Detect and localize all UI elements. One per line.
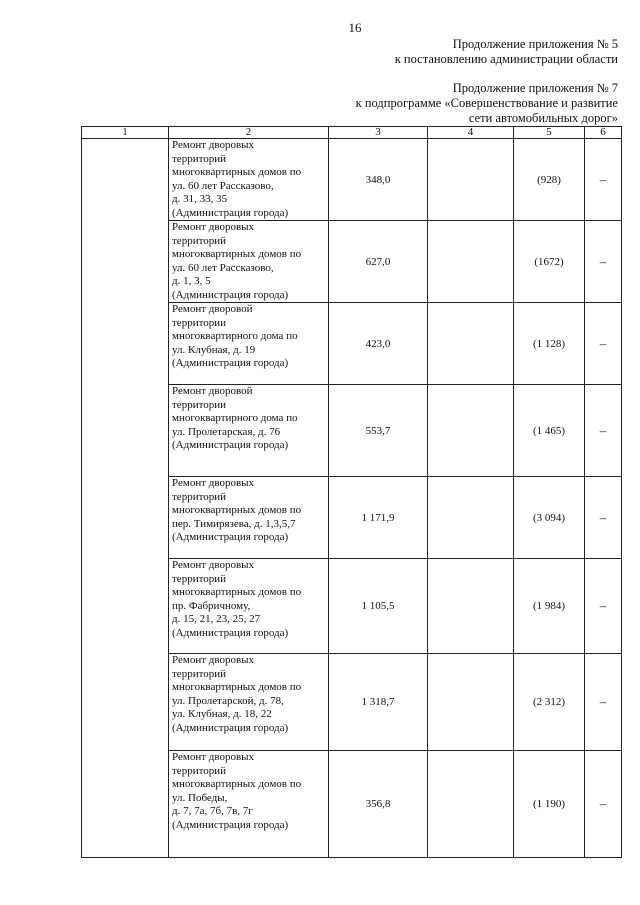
dash-cell: – bbox=[585, 139, 622, 221]
description-line: территорий bbox=[172, 490, 227, 503]
description-line: многоквартирных домов по bbox=[172, 248, 302, 260]
description-line: Ремонт дворовой bbox=[172, 385, 253, 397]
page-number: 16 bbox=[348, 20, 362, 35]
description-line: Ремонт дворовых bbox=[172, 559, 255, 571]
description-line: многоквартирного дома по bbox=[172, 330, 298, 342]
description-line: ул. Пролетарской, д. 78, bbox=[172, 694, 284, 707]
column-header: 5 bbox=[514, 127, 585, 139]
dash-cell: – bbox=[585, 303, 622, 385]
description-line: многоквартирных домов по bbox=[172, 586, 302, 598]
description-line: (Администрация города) bbox=[172, 626, 289, 639]
description-line: многоквартирных домов по bbox=[172, 166, 302, 178]
appendix-7-line-2: к подпрограмме «Совершенствование и развитие bbox=[355, 96, 618, 110]
description-line: территорий bbox=[172, 152, 227, 165]
dash-cell: – bbox=[585, 385, 622, 477]
column-4-cell bbox=[428, 477, 514, 559]
bracket-value-cell: (1672) bbox=[514, 221, 585, 303]
amount-cell: 627,0 bbox=[329, 221, 428, 303]
column-4-cell bbox=[428, 139, 514, 221]
description-line: (Администрация города) bbox=[172, 206, 289, 219]
dash-cell: – bbox=[585, 654, 622, 751]
description-line: ул. Пролетарская, д. 76 bbox=[172, 425, 281, 438]
table-header-row bbox=[82, 127, 622, 139]
bracket-value-cell: (928) bbox=[514, 139, 585, 221]
column-4-cell bbox=[428, 559, 514, 654]
description-line: пер. Тимирязева, д. 1,3,5,7 bbox=[172, 517, 296, 530]
work-description bbox=[169, 221, 329, 303]
column-header: 6 bbox=[585, 127, 622, 139]
description-line: ул. Клубная, д. 18, 22 bbox=[172, 708, 272, 720]
bracket-value-cell: (2 312) bbox=[514, 654, 585, 751]
column-header: 1 bbox=[82, 127, 169, 139]
work-description bbox=[169, 751, 329, 858]
bracket-value-cell: (1 190) bbox=[514, 751, 585, 858]
description-line: ул. Победы, bbox=[172, 791, 228, 804]
column-4-cell bbox=[428, 303, 514, 385]
amount-cell: 356,8 bbox=[329, 751, 428, 858]
appendix-5-header bbox=[395, 37, 618, 67]
amount-cell: 348,0 bbox=[329, 139, 428, 221]
description-line: Ремонт дворовых bbox=[172, 221, 255, 233]
column-4-cell bbox=[428, 654, 514, 751]
bracket-value-cell: (1 465) bbox=[514, 385, 585, 477]
description-line: многоквартирного дома по bbox=[172, 412, 298, 424]
description-line: многоквартирных домов по bbox=[172, 504, 302, 516]
description-line: Ремонт дворовых bbox=[172, 751, 255, 763]
amount-cell: 1 171,9 bbox=[329, 477, 428, 559]
table-row bbox=[82, 139, 622, 221]
description-line: д. 1, 3, 5 bbox=[172, 275, 211, 287]
amount-cell: 1 318,7 bbox=[329, 654, 428, 751]
description-line: территорий bbox=[172, 572, 227, 585]
column-header: 2 bbox=[169, 127, 329, 139]
appendix-7-header bbox=[356, 81, 618, 126]
amount-cell: 1 105,5 bbox=[329, 559, 428, 654]
description-line: территории bbox=[172, 398, 227, 411]
description-line: ул. 60 лет Рассказово, bbox=[172, 261, 274, 274]
description-line: (Администрация города) bbox=[172, 818, 289, 831]
description-line: Ремонт дворовых bbox=[172, 139, 255, 151]
description-line: (Администрация города) bbox=[172, 531, 289, 543]
amount-cell: 553,7 bbox=[329, 385, 428, 477]
work-description bbox=[169, 559, 329, 654]
column-header: 3 bbox=[329, 127, 428, 139]
description-line: ул. Клубная, д. 19 bbox=[172, 343, 256, 356]
description-line: территорий bbox=[172, 667, 227, 680]
description-line: многоквартирных домов по bbox=[172, 681, 302, 693]
description-line: многоквартирных домов по bbox=[172, 778, 302, 790]
work-description bbox=[169, 654, 329, 751]
bracket-value-cell: (1 984) bbox=[514, 559, 585, 654]
description-line: Ремонт дворовой bbox=[172, 303, 253, 315]
column-header: 4 bbox=[428, 127, 514, 139]
bracket-value-cell: (1 128) bbox=[514, 303, 585, 385]
description-line: (Администрация города) bbox=[172, 721, 289, 734]
works-table bbox=[81, 126, 622, 858]
column-4-cell bbox=[428, 751, 514, 858]
bracket-value-cell: (3 094) bbox=[514, 477, 585, 559]
description-line: (Администрация города) bbox=[172, 288, 289, 301]
description-line: д. 31, 33, 35 bbox=[172, 193, 228, 205]
work-description bbox=[169, 139, 329, 221]
work-description bbox=[169, 303, 329, 385]
column-4-cell bbox=[428, 221, 514, 303]
column-1-cell bbox=[82, 139, 169, 858]
appendix-5-line-1: Продолжение приложения № 5 bbox=[452, 37, 618, 51]
column-4-cell bbox=[428, 385, 514, 477]
amount-cell: 423,0 bbox=[329, 303, 428, 385]
dash-cell: – bbox=[585, 221, 622, 303]
work-description bbox=[169, 477, 329, 559]
description-line: Ремонт дворовых bbox=[172, 654, 255, 666]
dash-cell: – bbox=[585, 477, 622, 559]
description-line: территорий bbox=[172, 234, 227, 247]
description-line: территории bbox=[172, 316, 227, 329]
dash-cell: – bbox=[585, 559, 622, 654]
work-description bbox=[169, 385, 329, 477]
description-line: территорий bbox=[172, 764, 227, 777]
appendix-5-line-2: к постановлению администрации области bbox=[394, 52, 618, 66]
description-line: д. 15, 21, 23, 25, 27 bbox=[172, 613, 261, 625]
appendix-7-line-3: сети автомобильных дорог» bbox=[468, 111, 618, 125]
description-line: (Администрация города) bbox=[172, 439, 289, 451]
description-line: ул. 60 лет Рассказово, bbox=[172, 179, 274, 192]
description-line: пр. Фабричному, bbox=[172, 599, 251, 612]
dash-cell: – bbox=[585, 751, 622, 858]
description-line: (Администрация города) bbox=[172, 357, 289, 369]
description-line: Ремонт дворовых bbox=[172, 477, 255, 489]
description-line: д. 7, 7а, 7б, 7в, 7г bbox=[172, 805, 253, 817]
appendix-7-line-1: Продолжение приложения № 7 bbox=[452, 81, 618, 95]
